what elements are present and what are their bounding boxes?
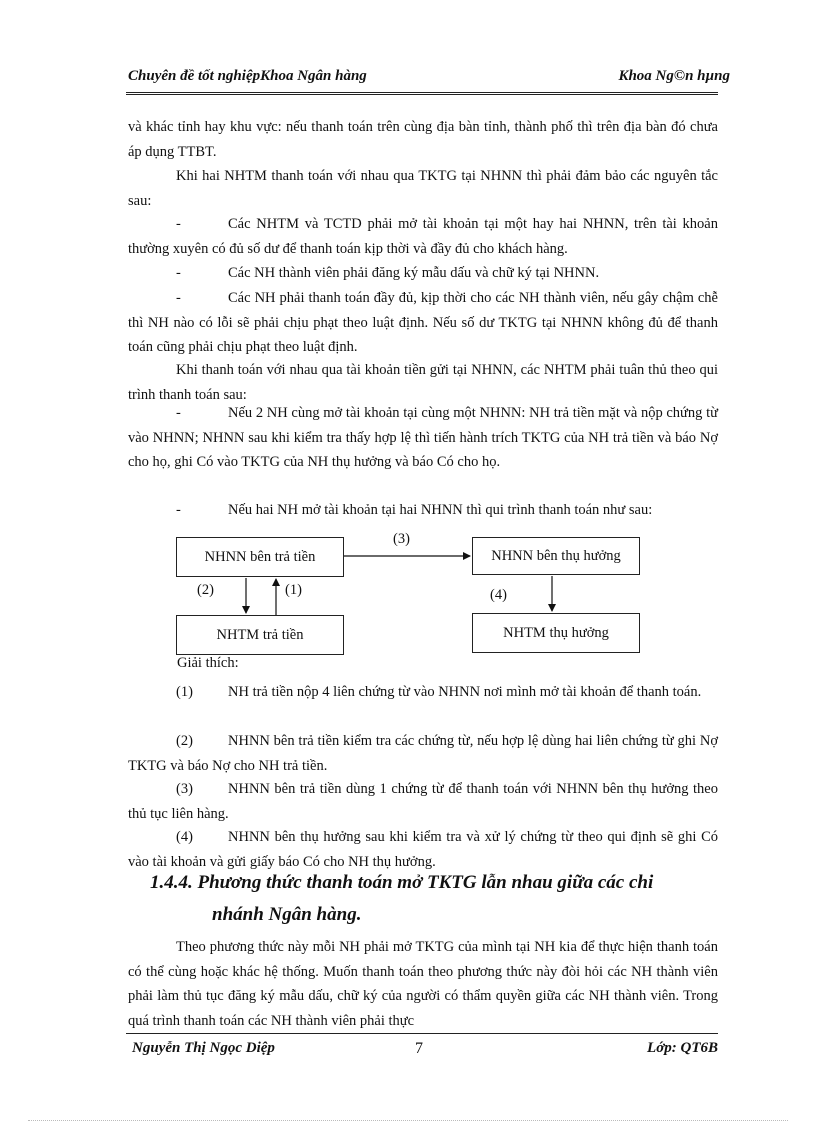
bullet-dash: - xyxy=(176,265,181,281)
footer-author: Nguyễn Thị Ngọc Diệp xyxy=(132,1040,275,1056)
page-footer xyxy=(132,1040,718,1062)
bullet-4-text: Nếu 2 NH cùng mở tài khoản tại cùng một NHNN: NH trả tiền mặt và nộp chứng từ vào NHNN; NHNN sau khi kiểm tra thấy hợp lệ thì tiến hành trích TKTG của NH trả tiền và báo Nợ cho họ, ghi Có vào TKTG của NH thụ hưởng và báo Có cho họ. xyxy=(128,405,718,470)
bullet-3 xyxy=(128,286,718,360)
explain-item-2 xyxy=(128,729,718,778)
section-heading-line2: nhánh Ngân hàng. xyxy=(212,904,362,925)
page-number: 7 xyxy=(415,1040,423,1057)
bullet-dash: - xyxy=(176,216,181,232)
explain-item-num: (2) xyxy=(176,733,193,749)
section-paragraph-text: Theo phương thức này mỗi NH phải mở TKTG của mình tại NH kia để thực hiện thanh toán có thể cùng hoặc khác hệ thống. Muốn thanh toán theo phương thức này đòi hỏi các NH thành viên phải làm thủ tục đăng ký mẫu dấu, chữ ký của người có thẩm quyền giữa các NH thành viên. Trong quá trình thanh toán các NH thành viên phải thực xyxy=(128,939,718,1029)
header-left-title: Chuyên đề tốt nghiệpKhoa Ngân hàng xyxy=(128,68,367,84)
box-nhtm-beneficiary xyxy=(472,613,640,653)
bullet-dash: - xyxy=(176,502,181,518)
explain-item-num: (4) xyxy=(176,829,193,845)
paragraph-3 xyxy=(128,358,718,407)
paragraph-3-text: Khi thanh toán với nhau qua tài khoản tiền gửi tại NHNN, các NHTM phải tuân thủ theo qui trình thanh toán sau: xyxy=(128,362,718,403)
paragraph-2-text: Khi hai NHTM thanh toán với nhau qua TKTG tại NHNN thì phải đảm bảo các nguyên tắc sau: xyxy=(128,168,718,209)
arrow-label-4: (4) xyxy=(490,587,507,603)
bullet-dash: - xyxy=(176,405,181,421)
header-rule xyxy=(126,92,718,95)
explain-item-text: NHNN bên thụ hưởng sau khi kiểm tra và xử lý chứng từ theo qui định sẽ ghi Có vào tài khoản và gửi giấy báo Có cho NH thụ hưởng. xyxy=(128,829,718,870)
explain-item-text: NHNN bên trả tiền dùng 1 chứng từ để thanh toán với NHNN bên thụ hưởng theo thủ tục liên hàng. xyxy=(128,781,718,822)
box-nhtm-payer-label: NHTM trả tiền xyxy=(216,626,304,643)
paragraph-2 xyxy=(128,164,718,213)
bullet-5-text: Nếu hai NH mở tài khoản tại hai NHNN thì qui trình thanh toán như sau: xyxy=(228,502,653,518)
section-heading-cont xyxy=(212,904,612,926)
box-nhnn-beneficiary-label: NHNN bên thụ hưởng xyxy=(491,547,621,564)
bullet-5 xyxy=(128,498,718,522)
section-heading xyxy=(150,872,718,894)
page-bottom-border xyxy=(28,1120,788,1121)
box-nhnn-payer-label: NHNN bên trả tiền xyxy=(204,548,316,565)
bullet-2-text: Các NH thành viên phải đăng ký mẫu dấu và chữ ký tại NHNN. xyxy=(228,265,600,281)
footer-class: Lớp: QT6B xyxy=(647,1040,718,1056)
explain-item-4 xyxy=(128,825,718,874)
bullet-1-text: Các NHTM và TCTD phải mở tài khoản tại một hay hai NHNN, trên tài khoản thường xuyên có đủ số dư để thanh toán kịp thời và đầy đủ cho khách hàng. xyxy=(128,216,718,257)
section-heading-line1: 1.4.4. Phương thức thanh toán mở TKTG lẫn nhau giữa các chi xyxy=(150,872,654,893)
explain-title: Giải thích: xyxy=(177,655,239,671)
explain-item-1 xyxy=(128,680,718,729)
page-header xyxy=(128,68,730,90)
arrow-label-1: (1) xyxy=(285,582,302,598)
box-nhnn-payer xyxy=(176,537,344,577)
explain-item-num: (1) xyxy=(176,684,193,700)
bullet-4 xyxy=(128,401,718,499)
paragraph-1-text: và khác tỉnh hay khu vực: nếu thanh toán trên cùng địa bàn tỉnh, thành phố thì trên địa bàn đó chưa áp dụng TTBT. xyxy=(128,119,718,160)
header-right-title: Khoa Ng©n hµng xyxy=(618,68,730,84)
section-paragraph xyxy=(128,935,718,1033)
explain-item-3 xyxy=(128,777,718,826)
bullet-3-text: Các NH phải thanh toán đầy đủ, kịp thời cho các NH thành viên, nếu gây chậm chễ thì NH nào có lỗi sẽ phải chịu phạt theo luật định. Nếu số dư TKTG tại NHNN không đủ để thanh toán cũng phải chịu phạt theo luật định. xyxy=(128,290,718,355)
box-nhtm-beneficiary-label: NHTM thụ hưởng xyxy=(503,624,609,641)
arrow-label-2: (2) xyxy=(197,582,214,598)
bullet-1 xyxy=(128,212,718,261)
explain-item-text: NH trả tiền nộp 4 liên chứng từ vào NHNN nơi mình mở tài khoản để thanh toán. xyxy=(228,684,702,700)
footer-rule xyxy=(126,1033,718,1034)
box-nhtm-payer xyxy=(176,615,344,655)
explain-item-num: (3) xyxy=(176,781,193,797)
explain-item-text: NHNN bên trả tiền kiểm tra các chứng từ, nếu hợp lệ dùng hai liên chứng từ ghi Nợ TKTG và báo Nợ cho NH trả tiền. xyxy=(128,733,718,774)
bullet-2 xyxy=(128,261,718,285)
arrow-label-3: (3) xyxy=(393,531,410,547)
bullet-dash: - xyxy=(176,290,181,306)
box-nhnn-beneficiary xyxy=(472,537,640,575)
paragraph-1 xyxy=(128,115,718,164)
